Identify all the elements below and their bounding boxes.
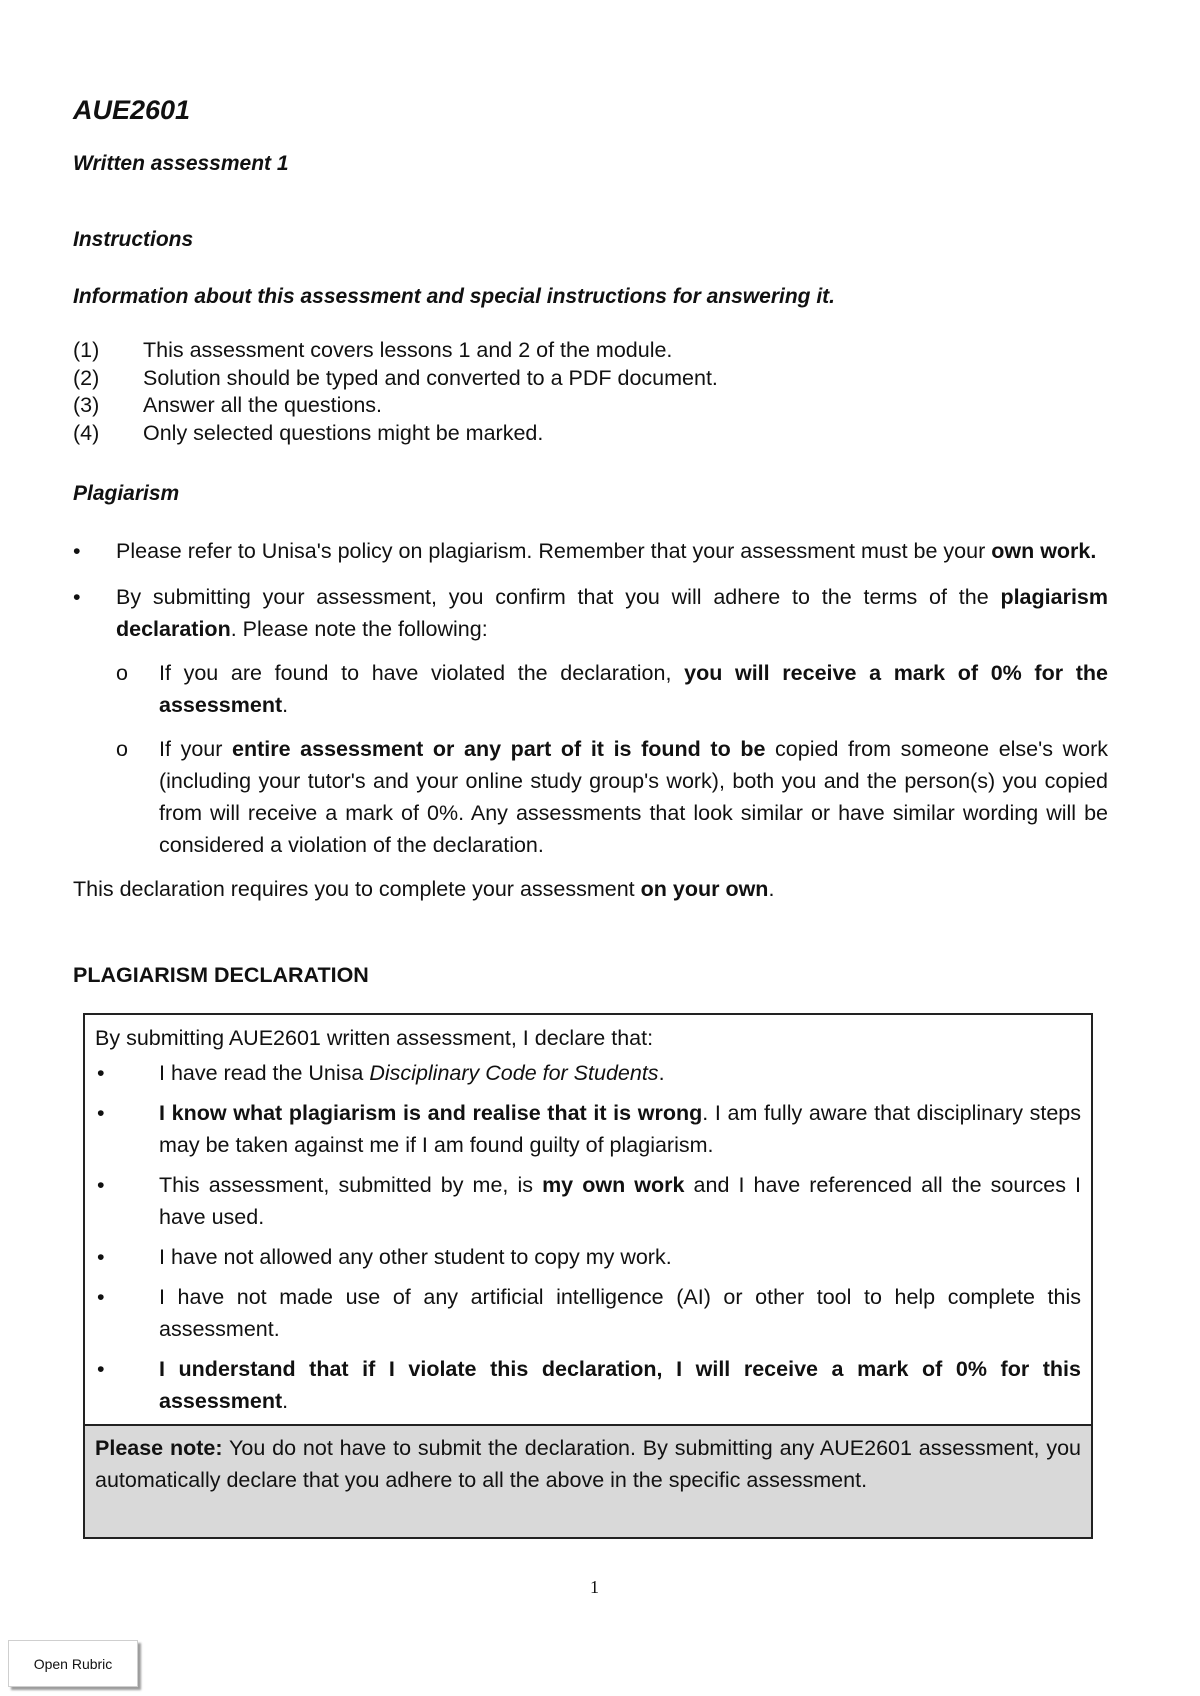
list-item (73, 392, 718, 420)
bullet-bold-text: plagiarism declaration (116, 585, 1108, 641)
page-number: 1 (590, 1577, 599, 1597)
sub-bullet-bold-text: entire assessment or any part of it is found to be (232, 737, 766, 761)
sub-bullet-item (116, 733, 1108, 861)
bullet-icon: • (73, 539, 81, 563)
list-number: (2) (73, 365, 100, 390)
plagiarism-heading: Plagiarism (73, 482, 180, 505)
course-code: AUE2601 (73, 95, 191, 125)
bullet-icon: • (97, 1357, 105, 1381)
bullet-text: . Please note the following: (230, 617, 488, 641)
bullet-text: By submitting your assessment, you confirm that you will adhere to the terms of the (116, 585, 1001, 609)
sub-bullet-text: If you are found to have violated the declaration, (159, 661, 685, 685)
info-heading: Information about this assessment and special instructions for answering it. (73, 285, 835, 308)
sub-bullet-bold-text: you will receive a mark of 0% for the assessment (159, 661, 1108, 717)
bullet-icon: • (97, 1173, 105, 1197)
declaration-item: • I have not allowed any other student to copy my work. (95, 1241, 1081, 1273)
bullet-icon: • (97, 1101, 105, 1125)
list-number: (1) (73, 338, 100, 362)
list-text: Solution should be typed and converted to a PDF document. (143, 365, 718, 390)
bullet-text: Please refer to Unisa's policy on plagiarism. Remember that your assessment must be your (116, 539, 992, 563)
note-label: Please note: (95, 1436, 223, 1460)
declaration-closing: This declaration requires you to complete your assessment on your own. (73, 877, 775, 901)
list-number: (3) (73, 393, 100, 417)
note-text: You do not have to submit the declaration. By submitting any AUE2601 assessment, you automatically declare that you adhere to all the above in the specific assessment. (95, 1436, 1081, 1492)
declaration-item: • I have not made use of any artificial intelligence (AI) or other tool to help complete this assessment. (95, 1281, 1081, 1345)
assessment-title: Written assessment 1 (73, 152, 289, 175)
bullet-item (73, 581, 1108, 645)
declaration-heading: PLAGIARISM DECLARATION (73, 963, 369, 987)
list-text: This assessment covers lessons 1 and 2 of the module. (143, 338, 673, 362)
bullet-bold-text: own work. (991, 539, 1097, 563)
list-item (73, 420, 718, 448)
list-text: Answer all the questions. (143, 393, 383, 417)
declaration-item: • I know what plagiarism is and realise that it is wrong. I am fully aware that disciplinary steps may be taken against me if I am found guilty of plagiarism. (95, 1097, 1081, 1161)
open-rubric-button[interactable]: Open Rubric (8, 1640, 138, 1687)
bullet-icon: • (73, 585, 81, 609)
bullet-icon: • (97, 1245, 105, 1269)
declaration-item: • I have read the Unisa Disciplinary Code for Students. (95, 1057, 1081, 1089)
please-note-box (85, 1424, 1091, 1537)
bullet-item (73, 535, 1108, 567)
declaration-intro: By submitting AUE2601 written assessment, I declare that: (95, 1026, 654, 1050)
bullet-icon: • (97, 1061, 105, 1085)
sub-bullet-item (116, 657, 1108, 721)
list-number: (4) (73, 420, 100, 445)
sub-bullet-text: copied from someone else's work (including your tutor's and your online study group's work), both you and the person(s) you copied from will receive a mark of 0%. Any assessments that look similar or have similar wording will be considered a violation of the declaration. (159, 737, 1109, 857)
bullet-icon: • (97, 1285, 105, 1309)
declaration-item: • This assessment, submitted by me, is my own work and I have referenced all the sources I have used. (95, 1169, 1081, 1233)
list-item (73, 337, 718, 365)
sub-bullet-text: . (282, 693, 289, 717)
declaration-box (83, 1013, 1093, 1539)
circle-bullet-icon: o (116, 661, 128, 685)
instructions-heading: Instructions (73, 228, 194, 251)
instructions-list (73, 337, 718, 447)
plagiarism-bullets (73, 535, 1108, 905)
declaration-item: • I understand that if I violate this declaration, I will receive a mark of 0% for this assessment. (95, 1353, 1081, 1417)
circle-bullet-icon: o (116, 737, 128, 761)
list-text: Only selected questions might be marked. (143, 420, 544, 445)
list-item (73, 365, 718, 393)
sub-bullet-text: If your (159, 737, 233, 761)
